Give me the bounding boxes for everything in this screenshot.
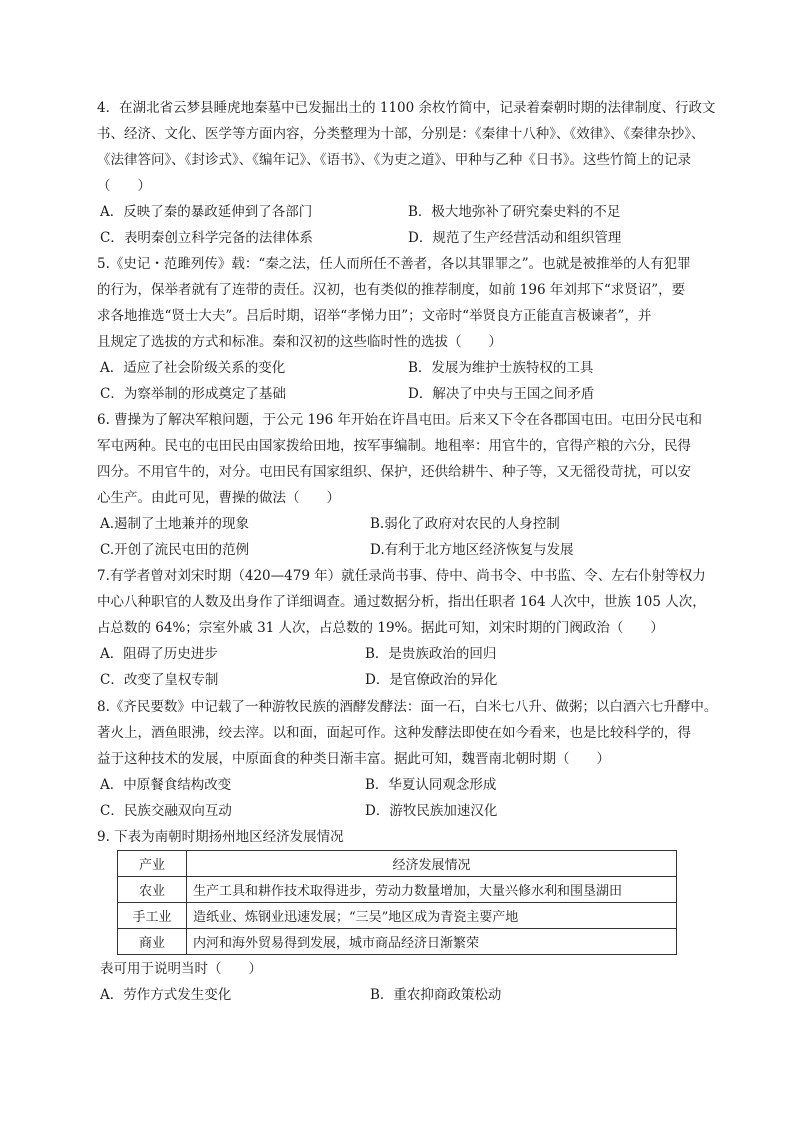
question-7-line: 中心八种职官的人数及出身作了详细调查。通过数据分析，指出任职者 164 人次中，世族 105 人次， (97, 594, 706, 610)
option-b[interactable]: B．发展为维护士族特权的工具 (408, 360, 594, 376)
question-6 (97, 407, 717, 511)
table-cell-description: 造纸业、炼钢业迅速发展；“三吴”地区成为青瓷主要产地 (187, 903, 677, 929)
table-row (118, 903, 677, 929)
question-4-line: 书、经济、文化、医学等方面内容，分类整理为十部，分别是：《秦律十八种》、《效律》、《秦律杂抄》、 (97, 126, 705, 142)
option-d[interactable]: D.有利于北方地区经济恢复与发展 (370, 542, 574, 558)
question-8-line: 著火上，酒鱼眼沸，绞去滓。以和面，面起可作。这种发酵法即使在如今看来，也是比较科学的，得 (97, 725, 691, 741)
table-cell-industry: 手工业 (118, 903, 187, 929)
option-b[interactable]: B．极大地弥补了研究秦史料的不足 (408, 204, 621, 220)
option-c[interactable]: C．表明秦创立科学完备的法律体系 (100, 230, 313, 246)
economy-table (117, 850, 677, 955)
question-4 (97, 95, 717, 199)
question-4-line: 4．在湖北省云梦县睡虎地秦墓中已发掘出土的 1100 余枚竹简中，记录着秦朝时期的法律制度、行政文 (97, 100, 716, 116)
question-7-line: 7.有学者曾对刘宋时期（420—479 年）就任录尚书事、侍中、尚书令、中书监、令、左右仆射等权力 (97, 568, 706, 584)
question-4-line: 《法律答问》、《封诊式》、《编年记》、《语书》、《为吏之道》、甲种与乙种《日书》。这些竹简上的记录 (97, 152, 691, 168)
question-7 (97, 563, 717, 641)
question-4-line: （ ） (97, 178, 151, 194)
table-cell-description: 生产工具和耕作技术取得进步，劳动力数量增加，大量兴修水利和围垦湖田 (187, 877, 677, 903)
table-header-row (118, 851, 677, 877)
question-9-stem-wrap (100, 956, 720, 982)
question-8-line: 8.《齐民要数》中记载了一种游牧民族的酒酵发酵法：面一石，白米七八升、做粥；以白酒六七升酵中。 (97, 699, 717, 715)
option-c[interactable]: C．为察举制的形成奠定了基础 (100, 386, 286, 402)
option-d[interactable]: D．游牧民族加速汉化 (365, 803, 498, 819)
question-7-line: 占总数的 64%；宗室外戚 31 人次，占总数的 19%。据此可知，刘宋时期的门阀政治（ ） (97, 620, 664, 636)
option-c[interactable]: C．改变了皇权专制 (100, 672, 219, 688)
option-a[interactable]: A．劳作方式发生变化 (100, 987, 232, 1003)
table-cell-industry: 商业 (118, 929, 187, 955)
question-6-line: 心生产。由此可见，曹操的做法（ ） (97, 490, 340, 506)
table-row (118, 929, 677, 955)
question-5-line: 5.《史记・范雎列传》载：“秦之法，任人而所任不善者，各以其罪罪之”。也就是被推举的人有犯罪 (97, 256, 691, 272)
table-cell-industry: 农业 (118, 877, 187, 903)
question-5-line: 且规定了选拔的方式和标准。秦和汉初的这些临时性的选拔（ ） (97, 334, 502, 350)
question-6-line: 军屯两种。民屯的屯田民由国家拨给田地，按军事编制。地租率：用官牛的，官得产粮的六分，民得 (97, 438, 691, 454)
question-9-intro: 9. 下表为南朝时期扬州地区经济发展情况 (97, 829, 344, 845)
question-5-line: 求各地推选“贤士大夫”。吕后时期，诏举“孝悌力田”；文帝时“举贤良方正能直言极谏者”，并 (97, 308, 652, 324)
question-9-stem: 表可用于说明当时（ ） (100, 961, 262, 977)
question-5 (97, 251, 717, 355)
question-7-options (100, 641, 700, 693)
option-b[interactable]: B．华夏认同观念形成 (365, 777, 497, 793)
question-9-options (100, 982, 700, 1008)
question-6-line: 四分。不用官牛的，对分。屯田民有国家组织、保护，还供给耕牛、种子等，又无徭役苛扰，可以安 (97, 464, 691, 480)
question-8-options (100, 772, 700, 824)
question-6-options (100, 511, 700, 563)
option-a[interactable]: A.遏制了土地兼并的现象 (100, 516, 250, 532)
table-row (118, 877, 677, 903)
question-8-line: 益于这种技术的发展，中原面食的种类日渐丰富。据此可知，魏晋南北朝时期（ ） (97, 751, 610, 767)
table-header-cell: 产业 (118, 851, 187, 877)
question-6-line: 6. 曹操为了解决军粮问题，于公元 196 年开始在许昌屯田。后来又下令在各郡国屯田。屯田分民屯和 (97, 412, 703, 428)
option-a[interactable]: A．阻碍了历史进步 (100, 646, 218, 662)
table-header-cell: 经济发展情况 (187, 851, 677, 877)
option-a[interactable]: A．中原餐食结构改变 (100, 777, 232, 793)
option-d[interactable]: D．解决了中央与王国之间矛盾 (408, 386, 595, 402)
option-b[interactable]: B.弱化了政府对农民的人身控制 (370, 516, 560, 532)
question-5-line: 的行为，保举者就有了连带的责任。汉初，也有类似的推荐制度，如前 196 年刘邦下“求贤诏”，要 (97, 282, 686, 298)
option-a[interactable]: A．适应了社会阶级关系的变化 (100, 360, 286, 376)
option-c[interactable]: C．民族交融双向互动 (100, 803, 232, 819)
question-9 (97, 824, 717, 850)
table-cell-description: 内河和海外贸易得到发展，城市商品经济日渐繁荣 (187, 929, 677, 955)
question-8 (97, 694, 717, 772)
option-d[interactable]: D．是官僚政治的异化 (365, 672, 498, 688)
option-b[interactable]: B．重农抑商政策松动 (370, 987, 502, 1003)
option-a[interactable]: A．反映了秦的暴政延伸到了各部门 (100, 204, 313, 220)
question-5-options (100, 355, 700, 407)
option-c[interactable]: C.开创了流民屯田的范例 (100, 542, 250, 558)
option-b[interactable]: B．是贵族政治的回归 (365, 646, 497, 662)
question-4-options (100, 199, 700, 251)
option-d[interactable]: D．规范了生产经营活动和组织管理 (408, 230, 622, 246)
